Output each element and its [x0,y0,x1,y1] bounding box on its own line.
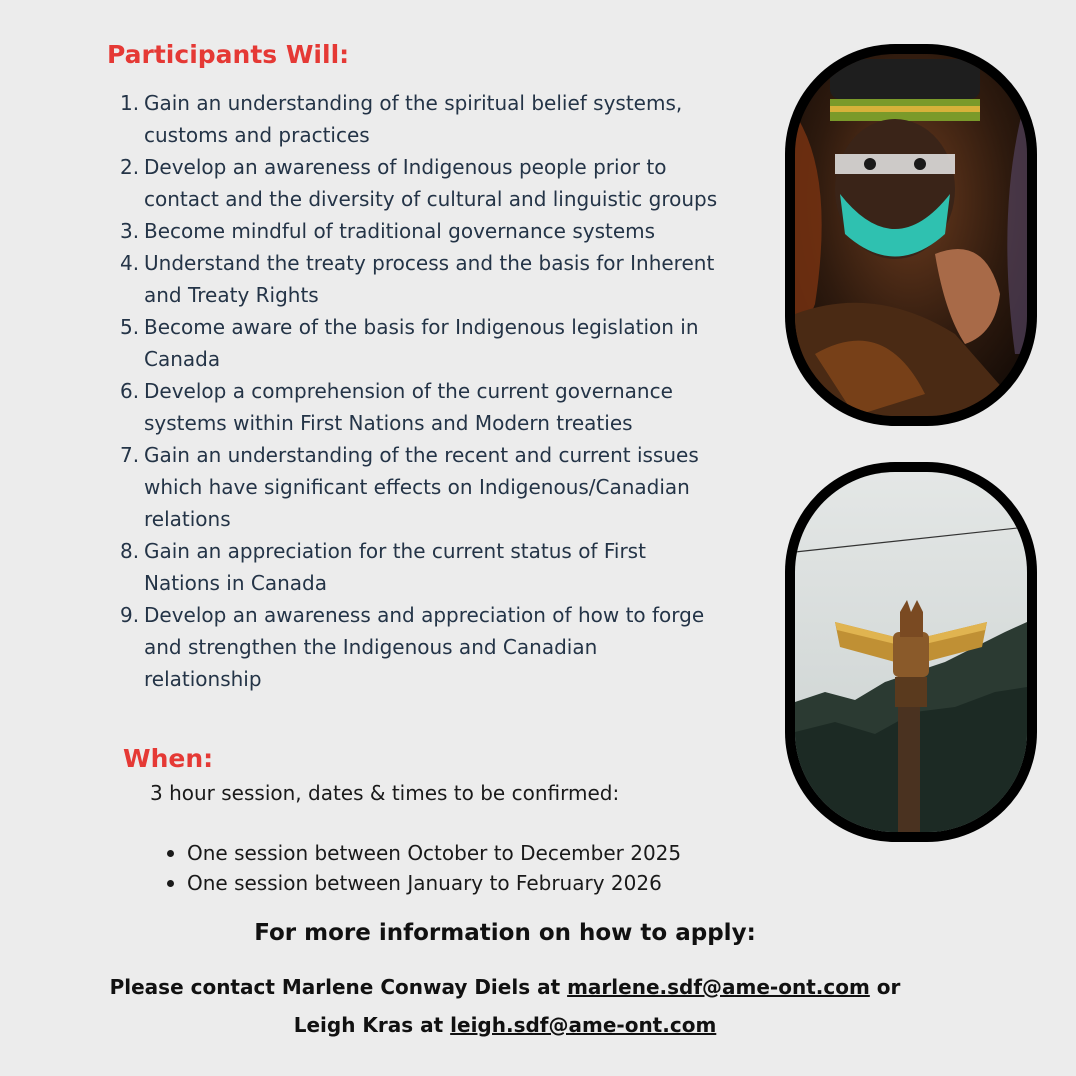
contact-text: or [869,975,901,999]
list-item: One session between January to February 2026 [165,868,681,898]
totem-photo [785,462,1037,842]
contact-text: Leigh Kras at [293,1013,451,1037]
list-item [120,151,720,215]
item-text: Gain an understanding of the spiritual belief systems, customs and practices [144,91,683,147]
list-item [120,87,720,151]
item-text: Become mindful of traditional governance systems [144,219,656,243]
sessions-list [165,838,681,898]
list-item [120,535,720,599]
when-description: 3 hour session, dates & times to be confirmed: [150,781,620,805]
item-number: 8. [120,539,140,563]
item-text: Develop an awareness of Indigenous people prior to contact and the diversity of cultural and linguistic groups [144,155,718,211]
when-heading: When: [123,744,214,773]
item-number: 4. [120,251,140,275]
item-number: 9. [120,603,140,627]
email-link-leigh[interactable]: leigh.sdf@ame-ont.com [450,1013,717,1037]
info-title: For more information on how to apply: [254,920,756,946]
item-text: Develop a comprehension of the current governance systems within First Nations and Modern treaties [144,379,673,435]
dancer-photo [785,44,1037,426]
totem-image [795,472,1027,832]
item-number: 2. [120,155,140,179]
item-number: 3. [120,219,140,243]
dancer-image [795,54,1027,416]
list-item [120,215,720,247]
list-item [120,439,720,535]
item-number: 1. [120,91,140,115]
list-item [120,375,720,439]
contact-line-1 [0,975,1010,999]
list-item: One session between October to December 2025 [165,838,681,868]
list-item [120,599,720,695]
email-link-marlene[interactable]: marlene.sdf@ame-ont.com [567,975,870,999]
contact-line-2 [0,1013,1010,1037]
item-text: Understand the treaty process and the basis for Inherent and Treaty Rights [144,251,715,307]
objectives-list [120,87,720,695]
item-text: Gain an understanding of the recent and current issues which have significant effects on Indigenous/Canadian relations [144,443,699,531]
item-text: Become aware of the basis for Indigenous legislation in Canada [144,315,699,371]
list-item [120,311,720,375]
item-number: 6. [120,379,140,403]
item-text: Gain an appreciation for the current status of First Nations in Canada [144,539,646,595]
item-text: Develop an awareness and appreciation of how to forge and strengthen the Indigenous and Canadian relationship [144,603,705,691]
item-number: 5. [120,315,140,339]
item-number: 7. [120,443,140,467]
participants-heading: Participants Will: [107,40,350,69]
list-item [120,247,720,311]
contact-text: Please contact Marlene Conway Diels at [109,975,568,999]
